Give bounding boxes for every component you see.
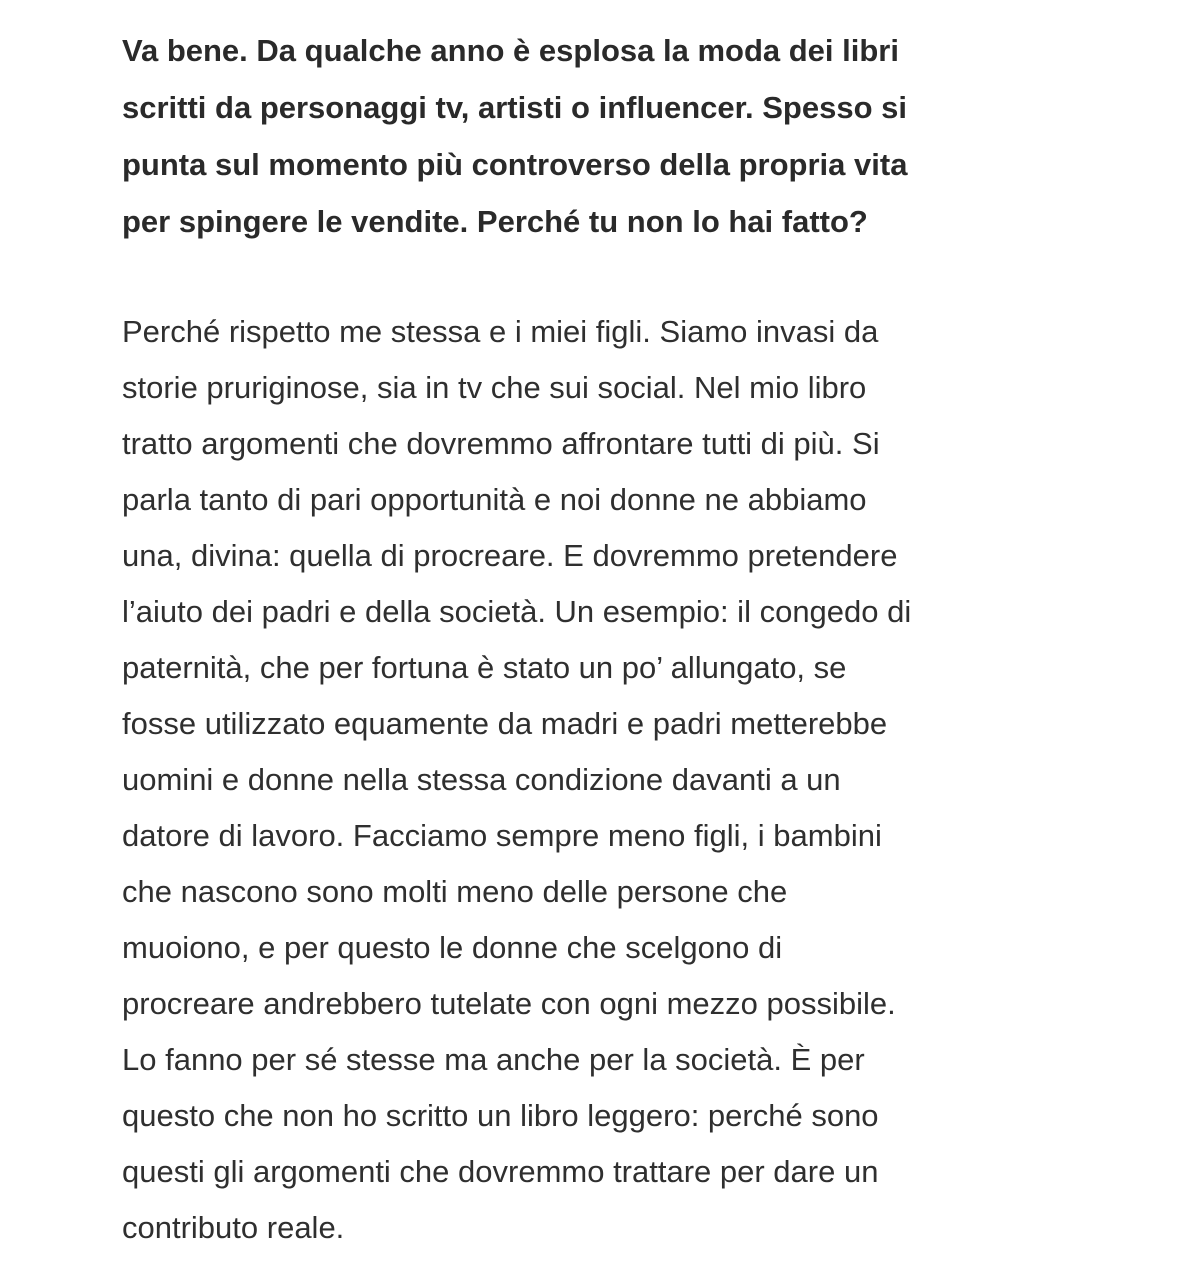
answer-line: muoiono, e per questo le donne che scelgono di <box>122 930 783 965</box>
article-body <box>122 22 1082 1256</box>
answer-line: Perché rispetto me stessa e i miei figli. Siamo invasi da <box>122 314 879 349</box>
answer-line: storie pruriginose, sia in tv che sui social. Nel mio libro <box>122 370 867 405</box>
answer-line: Lo fanno per sé stesse ma anche per la società. È per <box>122 1042 865 1077</box>
answer-line: questo che non ho scritto un libro leggero: perché sono <box>122 1098 879 1133</box>
answer-line: l’aiuto dei padri e della società. Un esempio: il congedo di <box>122 594 912 629</box>
answer-line: contributo reale. <box>122 1210 345 1245</box>
answer-line: procreare andrebbero tutelate con ogni mezzo possibile. <box>122 986 896 1021</box>
question-line: per spingere le vendite. Perché tu non lo hai fatto? <box>122 204 868 239</box>
interview-question <box>122 22 1082 250</box>
answer-line: questi gli argomenti che dovremmo trattare per dare un <box>122 1154 879 1189</box>
answer-line: tratto argomenti che dovremmo affrontare tutti di più. Si <box>122 426 880 461</box>
answer-line: una, divina: quella di procreare. E dovremmo pretendere <box>122 538 898 573</box>
answer-line: parla tanto di pari opportunità e noi donne ne abbiamo <box>122 482 867 517</box>
answer-line: paternità, che per fortuna è stato un po’ allungato, se <box>122 650 847 685</box>
answer-line: datore di lavoro. Facciamo sempre meno figli, i bambini <box>122 818 882 853</box>
question-line: scritti da personaggi tv, artisti o influencer. Spesso si <box>122 90 907 125</box>
question-line: punta sul momento più controverso della propria vita <box>122 147 908 182</box>
answer-line: uomini e donne nella stessa condizione davanti a un <box>122 762 841 797</box>
answer-line: fosse utilizzato equamente da madri e padri metterebbe <box>122 706 888 741</box>
interview-answer <box>122 304 1082 1256</box>
question-line: Va bene. Da qualche anno è esplosa la moda dei libri <box>122 33 899 68</box>
answer-line: che nascono sono molti meno delle persone che <box>122 874 788 909</box>
